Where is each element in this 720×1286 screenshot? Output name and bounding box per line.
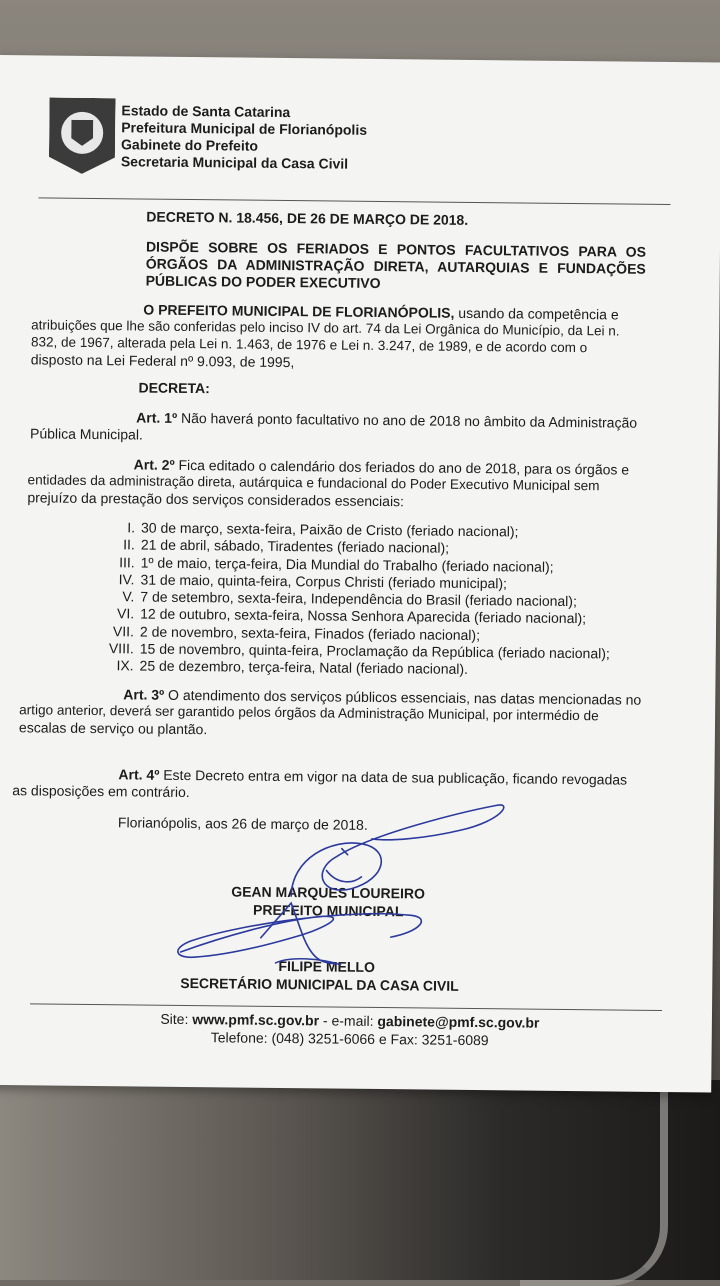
- article-3-cont: escalas de serviço ou plantão.: [18, 719, 208, 738]
- holiday-number: VI.: [116, 605, 135, 622]
- decreta-heading: DECRETA:: [138, 379, 210, 397]
- article-text: Não haverá ponto facultativo no ano de 2018 no âmbito da Administração: [177, 409, 638, 431]
- letterhead-secretariat: Secretaria Municipal da Casa Civil: [120, 153, 349, 172]
- article-2-cont: entidades da administração direta, autárquica e fundacional do Poder Executivo Municipal sem: [27, 472, 600, 494]
- preamble-line: 832, de 1967, alterada pela Lei n. 1.463, de 1976 e Lei n. 3.247, de 1989, e de acordo com o: [30, 334, 588, 356]
- holiday-text: 1º de maio, terça-feira, Dia Mundial do Trabalho (feriado nacional);: [140, 554, 554, 575]
- mayor-name: GEAN MARQUES LOUREIRO: [231, 883, 426, 902]
- decree-summary: [146, 239, 646, 278]
- letterhead-office: Gabinete do Prefeito: [120, 136, 259, 154]
- mayor-signature-stroke: [326, 848, 361, 881]
- holiday-text: 31 de maio, quinta-feira, Corpus Christi (feriado municipal);: [140, 571, 508, 592]
- letterhead-state: Estado de Santa Catarina: [121, 102, 291, 121]
- holiday-text: 7 de setembro, sexta-feira, Independência do Brasil (feriado nacional);: [140, 588, 577, 610]
- place-and-date: Florianópolis, aos 26 de março de 2018.: [117, 814, 368, 833]
- article-text: O atendimento dos serviços públicos essenciais, nas datas mencionadas no: [164, 686, 642, 708]
- header-divider: [39, 197, 671, 205]
- holiday-number: V.: [122, 588, 135, 605]
- preamble-bold: O PREFEITO MUNICIPAL DE FLORIANÓPOLIS,: [143, 301, 455, 321]
- holiday-text: 21 de abril, sábado, Tiradentes (feriado nacional);: [140, 536, 450, 557]
- holiday-number: IX.: [116, 657, 134, 674]
- holiday-number: III.: [119, 553, 135, 571]
- article-label: Art. 4º: [118, 766, 160, 783]
- holiday-number: IV.: [118, 571, 135, 588]
- footer-phone: Telefone: (048) 3251-6066 e Fax: 3251-6089: [210, 1029, 489, 1049]
- holiday-number: I.: [127, 519, 136, 536]
- article-text: Fica editado o calendário dos feriados do ano de 2018, para os órgãos e: [174, 456, 630, 478]
- article-1-cont: Pública Municipal.: [29, 425, 143, 443]
- holiday-number: VII.: [112, 622, 135, 640]
- summary-line: PÚBLICAS DO PODER EXECUTIVO: [145, 272, 381, 291]
- site-link[interactable]: www.pmf.sc.gov.br: [192, 1011, 320, 1029]
- secretary-title: SECRETÁRIO MUNICIPAL DA CASA CIVIL: [180, 974, 459, 994]
- holiday-text: 12 de outubro, sexta-feira, Nossa Senhora Aparecida (feriado nacional);: [140, 605, 587, 627]
- letterhead-prefecture: Prefeitura Municipal de Florianópolis: [121, 119, 368, 138]
- letterhead: [121, 102, 368, 173]
- article-3-cont: artigo anterior, deverá ser garantido pelos órgãos da Administração Municipal, por intermédio de: [19, 702, 599, 724]
- secretary-name: FILIPE MELLO: [278, 957, 376, 975]
- preamble-line: atribuições que lhe são conferidas pelo inciso IV do art. 74 da Lei Orgânica do Município, da Lei n.: [31, 317, 620, 339]
- decree-title: DECRETO N. 18.456, DE 26 DE MARÇO DE 2018.: [146, 208, 469, 228]
- summary-line: DISPÕE SOBRE OS FERIADOS E PONTOS FACULTATIVOS PARA OS: [145, 238, 647, 260]
- holiday-list: [94, 519, 612, 680]
- coat-of-arms-logo: [49, 98, 116, 175]
- article-label: Art. 1º: [136, 409, 178, 426]
- article-4-cont: as disposições em contrário.: [12, 782, 190, 801]
- email-label: - e-mail:: [319, 1012, 378, 1030]
- holiday-number: II.: [123, 536, 135, 553]
- holiday-text: 15 de novembro, quinta-feira, Proclamação da República (feriado nacional);: [139, 640, 610, 662]
- article-1: [136, 409, 637, 430]
- email-link[interactable]: gabinete@pmf.sc.gov.br: [377, 1013, 540, 1031]
- mayor-title: PREFEITO MUNICIPAL: [252, 901, 404, 920]
- holiday-number: VIII.: [108, 640, 134, 657]
- article-label: Art. 2º: [133, 456, 175, 473]
- article-4: [118, 766, 627, 787]
- chair-background: [520, 1080, 668, 1286]
- summary-line: ÓRGÃOS DA ADMINISTRAÇÃO DIRETA, AUTARQUIAS E FUNDAÇÕES: [145, 255, 646, 277]
- preamble-text: usando da competência e: [454, 304, 619, 323]
- decree-page: [0, 55, 720, 1092]
- document-paper: [0, 55, 720, 1093]
- preamble-line: disposto na Lei Federal nº 9.093, de 1995,: [30, 351, 295, 371]
- article-label: Art. 3º: [123, 686, 165, 703]
- article-2-cont: prejuízo da prestação dos serviços considerados essenciais:: [27, 489, 405, 510]
- holiday-text: 30 de março, sexta-feira, Paixão de Cristo (feriado nacional);: [140, 519, 519, 540]
- article-text: Este Decreto entra em vigor na data de sua publicação, ficando revogadas: [159, 766, 628, 788]
- site-label: Site:: [160, 1010, 193, 1028]
- holiday-text: 2 de novembro, sexta-feira, Finados (feriado nacional);: [139, 623, 481, 643]
- holiday-text: 25 de dezembro, terça-feira, Natal (feriado nacional).: [139, 657, 469, 678]
